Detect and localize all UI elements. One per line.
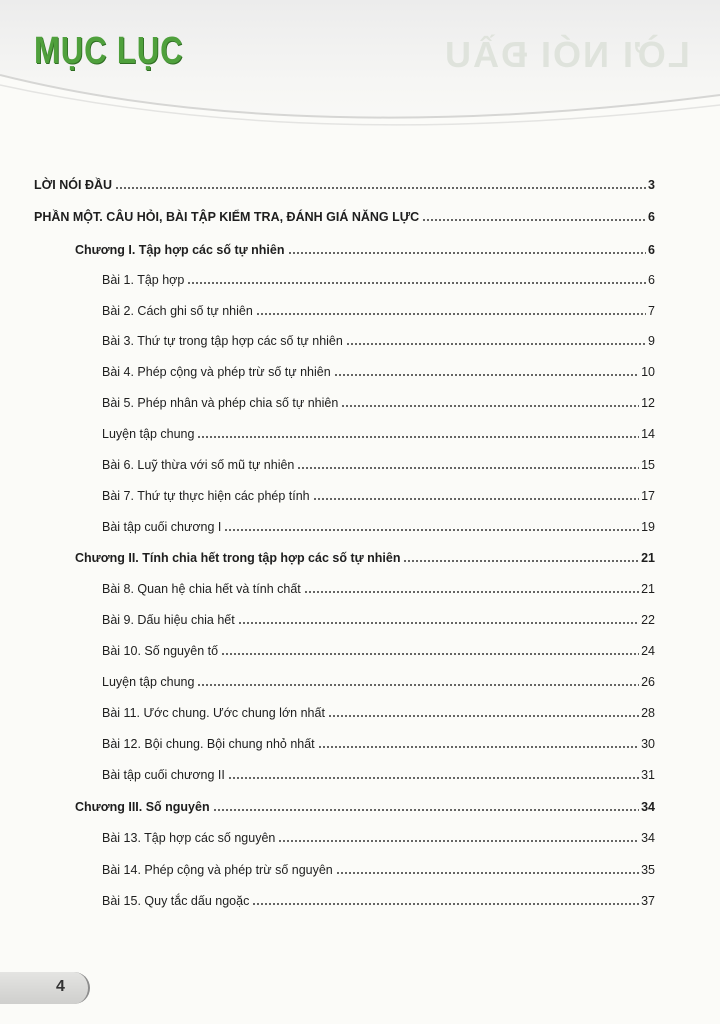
toc-entry-page: 6 xyxy=(648,273,655,287)
toc-entry-page: 35 xyxy=(641,863,655,877)
dot-leader xyxy=(256,312,646,316)
toc-entry-page: 30 xyxy=(641,737,655,751)
toc-entry[interactable] xyxy=(0,266,720,288)
dot-leader xyxy=(228,776,639,780)
toc-entry-title: Luyện tập chung xyxy=(102,427,195,441)
toc-entry[interactable] xyxy=(0,544,720,566)
toc-entry-page: 7 xyxy=(648,304,655,318)
toc-entry[interactable] xyxy=(0,389,720,411)
toc-entry-page: 17 xyxy=(641,489,655,503)
toc-entry-title: PHẦN MỘT. CÂU HỎI, BÀI TẬP KIỂM TRA, ĐÁNH GIÁ NĂNG LỰC xyxy=(34,210,420,224)
toc-entry[interactable] xyxy=(0,887,720,909)
dot-leader xyxy=(334,373,639,377)
toc-entry-page: 28 xyxy=(641,706,655,720)
toc-entry-page: 31 xyxy=(641,768,655,782)
toc-entry-page: 3 xyxy=(648,178,655,192)
toc-entry-page: 14 xyxy=(641,427,655,441)
toc-entry-page: 21 xyxy=(641,551,655,565)
toc-entry-title: Bài 1. Tập hợp xyxy=(102,273,185,287)
toc-entry-page: 9 xyxy=(648,334,655,348)
toc-entry[interactable] xyxy=(0,358,720,380)
dot-leader xyxy=(221,652,639,656)
toc-entry[interactable] xyxy=(0,451,720,473)
dot-leader xyxy=(297,466,639,470)
toc-entry-title: Bài 4. Phép cộng và phép trừ số tự nhiên xyxy=(102,365,331,379)
toc-entry-page: 22 xyxy=(641,613,655,627)
dot-leader xyxy=(341,404,639,408)
dot-leader xyxy=(252,902,639,906)
dot-leader xyxy=(213,808,639,812)
toc-entry-title: Bài 3. Thứ tự trong tập hợp các số tự nhiên xyxy=(102,334,343,348)
toc-entry-page: 15 xyxy=(641,458,655,472)
dot-leader xyxy=(238,621,639,625)
toc-entry-title: Bài 7. Thứ tự thực hiện các phép tính xyxy=(102,489,310,503)
toc-entry-title: Bài 5. Phép nhân và phép chia số tự nhiên xyxy=(102,396,339,410)
toc-entry[interactable] xyxy=(0,203,720,225)
toc-entry-page: 6 xyxy=(648,243,655,257)
dot-leader xyxy=(346,342,646,346)
toc-entry-title: Chương I. Tập hợp các số tự nhiên xyxy=(75,243,285,257)
toc-entry-title: Chương III. Số nguyên xyxy=(75,800,210,814)
dot-leader xyxy=(288,251,647,255)
page-title: MỤC LỤC xyxy=(34,30,184,72)
page-number-tab xyxy=(0,972,90,1004)
dot-leader xyxy=(187,281,646,285)
toc-entry[interactable] xyxy=(0,699,720,721)
toc-entry[interactable] xyxy=(0,637,720,659)
dot-leader xyxy=(197,683,639,687)
toc-entry-page: 21 xyxy=(641,582,655,596)
toc-entry-title: Bài 8. Quan hệ chia hết và tính chất xyxy=(102,582,301,596)
toc-entry[interactable] xyxy=(0,171,720,193)
toc-entry-title: Bài 15. Quy tắc dấu ngoặc xyxy=(102,894,250,908)
toc-entry-title: Bài 13. Tập hợp các số nguyên xyxy=(102,831,276,845)
toc-entry-title: Luyện tập chung xyxy=(102,675,195,689)
toc-entry-page: 34 xyxy=(641,800,655,814)
toc-entry[interactable] xyxy=(0,420,720,442)
toc-entry[interactable] xyxy=(0,856,720,878)
ghost-title: LỜI NÓI ĐẦU xyxy=(443,34,690,75)
toc-entry-title: Bài 9. Dấu hiệu chia hết xyxy=(102,613,235,627)
toc-entry-title: Bài 12. Bội chung. Bội chung nhỏ nhất xyxy=(102,737,315,751)
toc-entry-page: 10 xyxy=(641,365,655,379)
dot-leader xyxy=(328,714,639,718)
toc-entry[interactable] xyxy=(0,297,720,319)
toc-entry-title: Chương II. Tính chia hết trong tập hợp các số tự nhiên xyxy=(75,551,401,565)
toc-entry-page: 6 xyxy=(648,210,655,224)
dot-leader xyxy=(336,871,639,875)
dot-leader xyxy=(403,559,639,563)
toc-entry[interactable] xyxy=(0,575,720,597)
dot-leader xyxy=(318,745,639,749)
toc-entry-title: Bài 2. Cách ghi số tự nhiên xyxy=(102,304,253,318)
toc-entry-title: Bài tập cuối chương II xyxy=(102,768,225,782)
toc-entry-title: Bài 10. Số nguyên tố xyxy=(102,644,219,658)
toc-entry[interactable] xyxy=(0,327,720,349)
toc-entry[interactable] xyxy=(0,236,720,258)
toc-entry-title: LỜI NÓI ĐẦU xyxy=(34,178,113,192)
toc-entry-title: Bài 11. Ước chung. Ước chung lớn nhất xyxy=(102,706,325,720)
toc-entry-title: Bài 6. Luỹ thừa với số mũ tự nhiên xyxy=(102,458,295,472)
toc-entry[interactable] xyxy=(0,824,720,846)
dot-leader xyxy=(278,839,639,843)
toc-entry[interactable] xyxy=(0,793,720,815)
toc-entry-page: 34 xyxy=(641,831,655,845)
toc-entry[interactable] xyxy=(0,761,720,783)
toc-entry[interactable] xyxy=(0,730,720,752)
toc-entry[interactable] xyxy=(0,606,720,628)
toc-entry-page: 26 xyxy=(641,675,655,689)
toc-entry-page: 37 xyxy=(641,894,655,908)
toc-entry-page: 12 xyxy=(641,396,655,410)
dot-leader xyxy=(422,218,646,222)
dot-leader xyxy=(197,435,639,439)
dot-leader xyxy=(313,497,639,501)
toc-entry[interactable] xyxy=(0,482,720,504)
dot-leader xyxy=(224,528,639,532)
toc-entry-page: 24 xyxy=(641,644,655,658)
toc-entry-page: 19 xyxy=(641,520,655,534)
dot-leader xyxy=(304,590,639,594)
toc-entry-title: Bài tập cuối chương I xyxy=(102,520,222,534)
page-number: 4 xyxy=(56,978,65,995)
dot-leader xyxy=(115,186,646,190)
toc-entry[interactable] xyxy=(0,668,720,690)
toc-entry[interactable] xyxy=(0,513,720,535)
toc-entry-title: Bài 14. Phép cộng và phép trừ số nguyên xyxy=(102,863,333,877)
